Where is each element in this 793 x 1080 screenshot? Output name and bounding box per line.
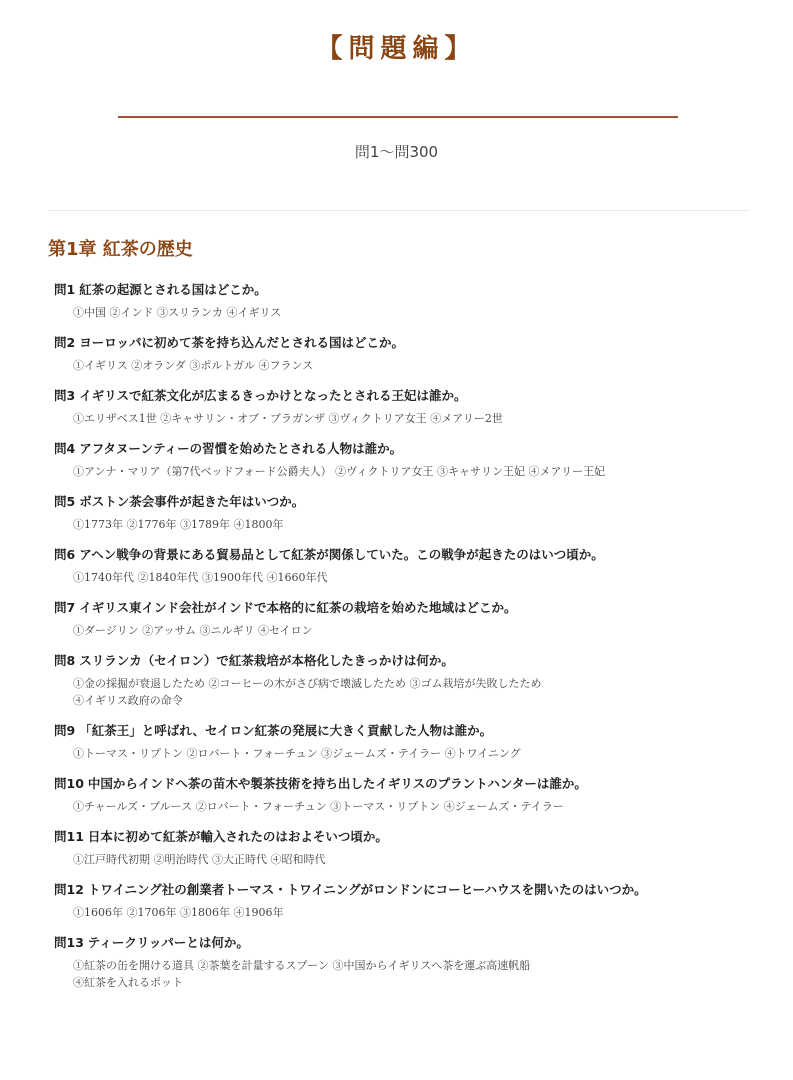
question-range: 問1〜問300 — [354, 143, 439, 161]
question-item — [54, 652, 754, 709]
question-options-continued: ④紅茶を入れるポット — [73, 976, 183, 989]
question-options: ①1606年 ②1706年 ③1806年 ④1906年 — [73, 906, 284, 919]
question-item — [54, 440, 754, 480]
question-number: 問7 — [54, 600, 76, 615]
question-item — [54, 493, 754, 533]
question-options: ①1740年代 ②1840年代 ③1900年代 ④1660年代 — [73, 571, 328, 584]
question-number: 問6 — [54, 547, 76, 562]
question-number: 問11 — [54, 829, 84, 844]
question-item — [54, 881, 754, 921]
question-number: 問4 — [54, 441, 76, 456]
question-number: 問8 — [54, 653, 76, 668]
question-options: ①金の採掘が衰退したため ②コーヒーの木がさび病で壊滅したため ③ゴム栽培が失敗したため — [73, 677, 542, 690]
question-options: ①1773年 ②1776年 ③1789年 ④1800年 — [73, 518, 284, 531]
question-options: ①紅茶の缶を開ける道具 ②茶葉を計量するスプーン ③中国からイギリスへ茶を運ぶ高速帆船 — [73, 959, 531, 972]
question-options-continued: ④イギリス政府の命令 — [73, 694, 183, 707]
title-underline — [118, 116, 678, 118]
question-item — [54, 599, 754, 639]
question-text: ボストン茶会事件が起きた年はいつか。 — [79, 494, 305, 509]
question-text: アヘン戦争の背景にある貿易品として紅茶が関係していた。この戦争が起きたのはいつ頃か。 — [79, 547, 604, 562]
section-divider — [48, 210, 750, 211]
question-item — [54, 334, 754, 374]
question-text: ティークリッパーとは何か。 — [87, 935, 249, 950]
question-options: ①中国 ②インド ③スリランカ ④イギリス — [73, 306, 282, 319]
question-item — [54, 828, 754, 868]
question-options: ①イギリス ②オランダ ③ポルトガル ④フランス — [73, 359, 314, 372]
question-options: ①ダージリン ②アッサム ③ニルギリ ④セイロン — [73, 624, 313, 637]
question-item — [54, 775, 754, 815]
question-text: アフタヌーンティーの習慣を始めたとされる人物は誰か。 — [79, 441, 403, 456]
question-item — [54, 387, 754, 427]
question-options: ①アンナ・マリア（第7代ベッドフォード公爵夫人） ②ヴィクトリア女王 ③キャサリン王妃 ④メアリー王妃 — [73, 465, 606, 478]
question-number: 問5 — [54, 494, 76, 509]
question-options: ①チャールズ・ブルース ②ロバート・フォーチュン ③トーマス・リプトン ④ジェームズ・テイラー — [73, 800, 564, 813]
question-text: イギリスで紅茶文化が広まるきっかけとなったとされる王妃は誰か。 — [79, 388, 467, 403]
question-number: 問9 — [54, 723, 76, 738]
question-item — [54, 546, 754, 586]
question-text: 紅茶の起源とされる国はどこか。 — [79, 282, 267, 297]
question-number: 問10 — [54, 776, 84, 791]
question-text: ヨーロッパに初めて茶を持ち込んだとされる国はどこか。 — [79, 335, 404, 350]
chapter-heading: 第1章 紅茶の歴史 — [48, 239, 193, 260]
question-options: ①江戸時代初期 ②明治時代 ③大正時代 ④昭和時代 — [73, 853, 326, 866]
question-options: ①トーマス・リプトン ②ロバート・フォーチュン ③ジェームズ・テイラー ④トワイニング — [73, 747, 521, 760]
question-item — [54, 934, 754, 991]
question-number: 問3 — [54, 388, 76, 403]
question-text: 中国からインドへ茶の苗木や製茶技術を持ち出したイギリスのプラントハンターは誰か。 — [87, 776, 587, 791]
question-number: 問13 — [54, 935, 84, 950]
question-text: イギリス東インド会社がインドで本格的に紅茶の栽培を始めた地域はどこか。 — [79, 600, 517, 615]
question-text: 日本に初めて紅茶が輸入されたのはおよそいつ頃か。 — [87, 829, 388, 844]
question-item — [54, 281, 754, 321]
question-list — [54, 281, 754, 1004]
question-text: スリランカ（セイロン）で紅茶栽培が本格化したきっかけは何か。 — [79, 653, 454, 668]
question-item — [54, 722, 754, 762]
question-number: 問12 — [54, 882, 84, 897]
question-options: ①エリザベス1世 ②キャサリン・オブ・ブラガンザ ③ヴィクトリア女王 ④メアリー2世 — [73, 412, 503, 425]
question-number: 問1 — [54, 282, 76, 297]
question-number: 問2 — [54, 335, 76, 350]
page-title: 【問題編】 — [316, 34, 477, 64]
question-text: トワイニング社の創業者トーマス・トワイニングがロンドンにコーヒーハウスを開いたのはいつか。 — [87, 882, 647, 897]
question-text: 「紅茶王」と呼ばれ、セイロン紅茶の発展に大きく貢献した人物は誰か。 — [79, 723, 493, 738]
